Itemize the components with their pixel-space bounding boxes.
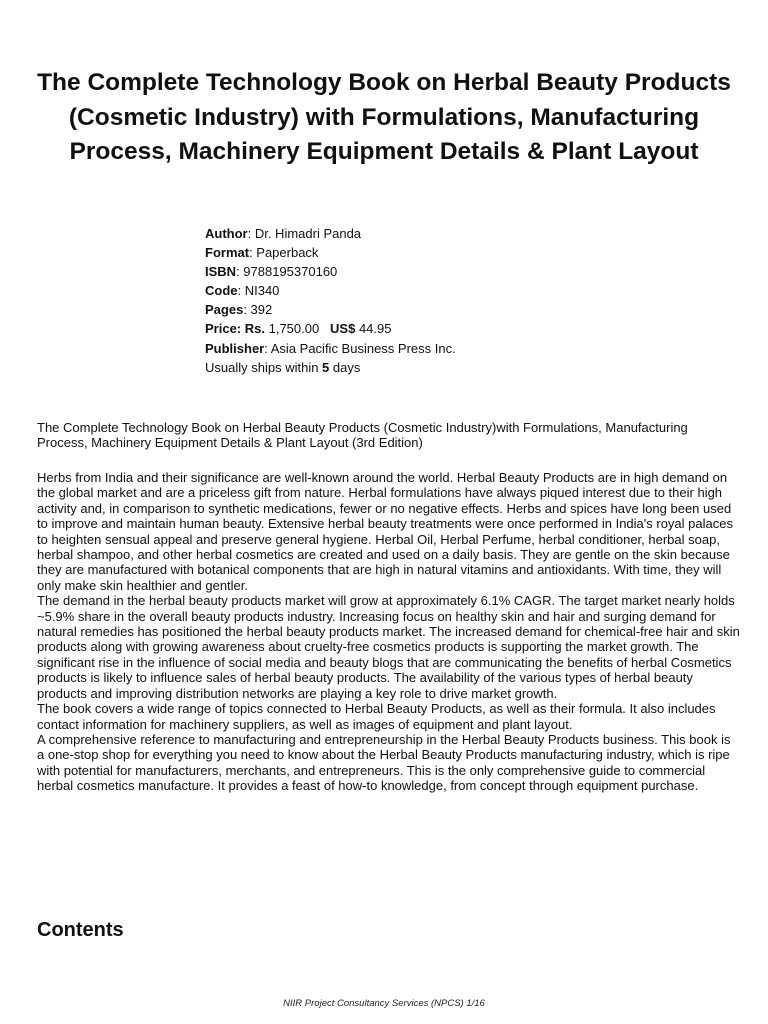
description-intro <box>37 420 741 451</box>
author-value: : Dr. Himadri Panda <box>247 226 362 241</box>
price-row <box>205 319 456 338</box>
format-value: : Paperback <box>249 245 319 261</box>
book-title: The Complete Technology Book on Herbal Beauty Products (Cosmetic Industry) with Formulations, Manufacturing Process, Machinery Equipment Details & Plant Layout <box>37 69 731 165</box>
shipping-row <box>205 358 456 377</box>
author-row <box>205 224 456 243</box>
contents-heading: Contents <box>37 919 124 941</box>
publisher-row <box>205 339 456 358</box>
description-paragraph-1: Herbs from India and their significance are well-known around the world. Herbal Beauty Products are in high demand on the global market and are a priceless gift from nature. Herbal formulations have always piqued interest due to their high activity and, in comparison to synthetic medications, fewer or no negative effects. Herbs and spices have long been used to improve and maintain human beauty. Extensive herbal beauty treatments were once performed in India's royal palaces to heighten sensual appeal and preserve general hygiene. Herbal Oil, Herbal Perfume, herbal conditioner, herbal soap, herbal shampoo, and other herbal cosmetics are created and used on a daily basis. They are gentle on the skin because they are manufactured with botanical components that are high in natural vitamins and antioxidants. With time, they will only make skin healthier and gentler. <box>37 470 733 593</box>
page-footer: NIIR Project Consultancy Services (NPCS) 1/16 <box>283 998 485 1009</box>
intro-text: The Complete Technology Book on Herbal Beauty Products (Cosmetic Industry)with Formulations, Manufacturing Process, Machinery Equipment Details & Plant Layout (3rd Edition) <box>37 420 688 451</box>
isbn-label: ISBN <box>205 264 237 280</box>
author-label: Author <box>205 226 248 241</box>
price-inr: 1,750.00 <box>264 321 320 337</box>
code-row <box>205 281 456 300</box>
shipping-prefix: Usually ships within <box>205 359 323 375</box>
isbn-row <box>205 262 456 281</box>
book-details <box>205 224 456 377</box>
isbn-value: : 9788195370160 <box>236 264 338 280</box>
pages-value: : 392 <box>243 302 273 318</box>
price-usd-label: US$ <box>330 321 356 337</box>
description-paragraph-2: The demand in the herbal beauty products market will grow at approximately 6.1% CAGR. The target market nearly holds ~5.9% share in the overall beauty products industry. Increasing focus on healthy skin and hair and surging demand for natural remedies has positioned the herbal beauty products market. The increased demand for chemical-free hair and skin products along with growing awareness about cruelty-free cosmetics products is supporting the market growth. The significant rise in the influence of social media and beauty blogs that are communicating the benefits of herbal Cosmetics products is likely to influence sales of herbal beauty products. The availability of the various types of herbal beauty products and improving distribution networks are playing a key role to drive market growth. <box>37 593 740 701</box>
description-paragraph-3: The book covers a wide range of topics connected to Herbal Beauty Products, as well as their formula. It also includes contact information for machinery suppliers, as well as images of equipment and plant layout. <box>37 701 716 732</box>
description-body <box>37 470 741 794</box>
pages-label: Pages <box>205 302 244 318</box>
format-label: Format <box>205 245 250 261</box>
code-value: : NI340 <box>237 283 280 299</box>
price-label: Price: Rs. <box>205 321 265 337</box>
shipping-suffix: days <box>329 359 361 375</box>
publisher-label: Publisher <box>205 340 265 356</box>
format-row <box>205 243 456 262</box>
price-usd: 44.95 <box>355 321 392 337</box>
code-label: Code <box>205 283 238 299</box>
publisher-value: : Asia Pacific Business Press Inc. <box>264 340 456 356</box>
pages-row <box>205 300 456 319</box>
shipping-days: 5 <box>322 359 330 375</box>
description-paragraph-4: A comprehensive reference to manufacturing and entrepreneurship in the Herbal Beauty Products business. This book is a one-stop shop for everything you need to know about the Herbal Beauty Products manufacturing industry, which is ripe with potential for manufacturers, merchants, and entrepreneurs. This is the only comprehensive guide to commercial herbal cosmetics manufacture. It provides a feast of how-to knowledge, from concept through equipment purchase. <box>37 731 731 794</box>
